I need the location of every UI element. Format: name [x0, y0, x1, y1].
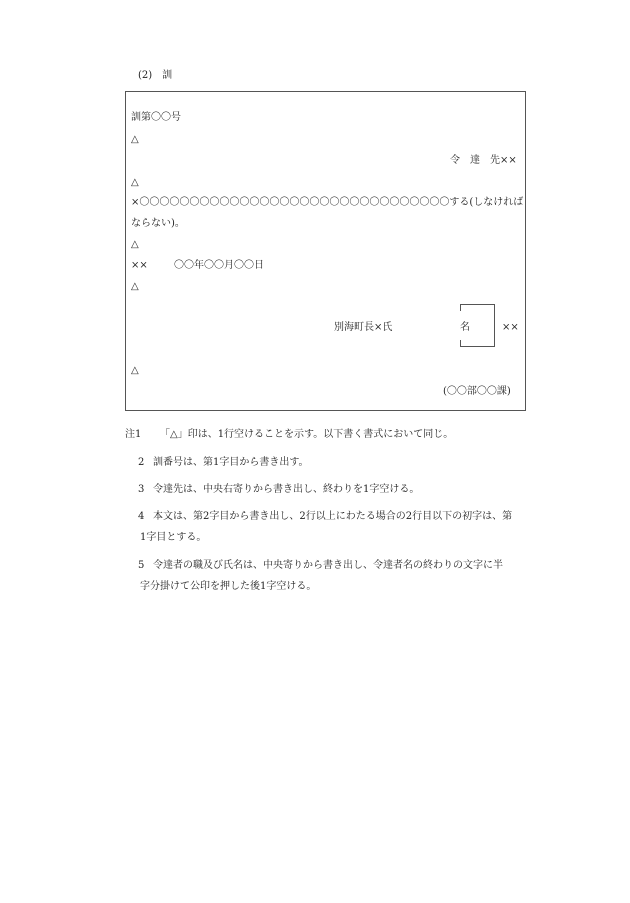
- note-text: 令達先は、中央右寄りから書き出し、終わりを1字空ける。: [153, 484, 420, 495]
- body-text-line: ×〇〇〇〇〇〇〇〇〇〇〇〇〇〇〇〇〇〇〇〇〇〇〇〇〇〇〇〇〇〇〇する(しなければ: [131, 197, 524, 208]
- body-text-line: ならない)。: [131, 218, 185, 229]
- blank-line-mark: △: [131, 281, 139, 292]
- note-text-continuation: 字分掛けて公印を押した後1字空ける。: [140, 581, 317, 592]
- seal-suffix: ××: [502, 322, 519, 333]
- note-number: 4: [138, 511, 145, 522]
- section-heading: (2) 訓: [138, 70, 173, 81]
- note-number: 注1: [125, 429, 142, 440]
- seal-char: 名: [460, 322, 470, 333]
- note-text: 「△」印は、1行空けることを示す。以下書く書式において同じ。: [160, 429, 454, 440]
- note-text: 令達者の職及び氏名は、中央寄りから書き出し、令達者名の終わりの文字に半: [153, 560, 503, 571]
- date-prefix: ××: [131, 260, 148, 271]
- form-frame: [125, 91, 526, 411]
- doc-number: 訓第〇〇号: [131, 112, 181, 123]
- blank-line-mark: △: [131, 239, 139, 250]
- blank-line-mark: △: [131, 177, 139, 188]
- blank-line-mark: △: [131, 134, 139, 145]
- date: 〇〇年〇〇月〇〇日: [174, 260, 264, 271]
- note-text-continuation: 1字目とする。: [140, 532, 207, 543]
- note-text: 訓番号は、第1字目から書き出す。: [153, 457, 309, 468]
- department-label: (〇〇部〇〇課): [443, 386, 511, 397]
- blank-line-mark: △: [131, 365, 139, 376]
- recipient-line: 令 達 先××: [450, 155, 517, 166]
- note-number: 5: [138, 560, 145, 571]
- issuer-name: 別海町長×氏: [334, 322, 393, 333]
- note-number: 3: [138, 484, 145, 495]
- note-text: 本文は、第2字目から書き出し、2行以上にわたる場合の2行目以下の初字は、第: [153, 511, 513, 522]
- note-number: 2: [138, 457, 145, 468]
